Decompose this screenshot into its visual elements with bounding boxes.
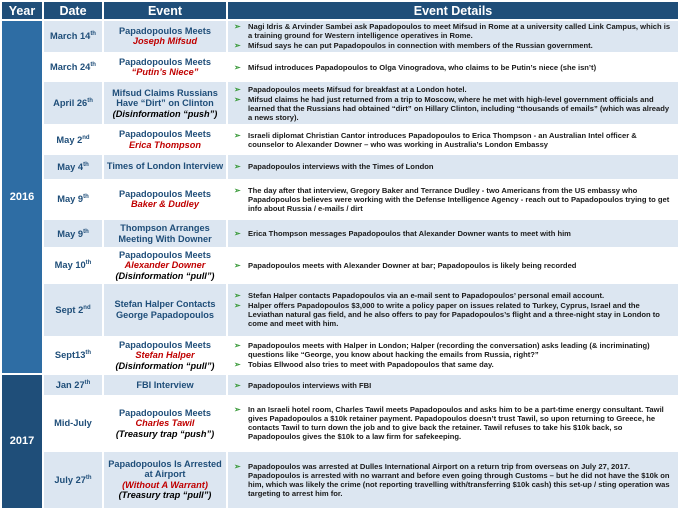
- details-cell: [228, 249, 678, 282]
- event-title: Papadopoulos Meets: [119, 25, 211, 36]
- date-cell: [44, 126, 102, 153]
- arrow-bullet-icon: ➢: [234, 94, 241, 104]
- date-suffix: th: [83, 161, 89, 168]
- detail-text: Papadopoulos meets with Halper in London; Halper (recording the conversation) asks leading (& incriminating) questions like “George, you know about hacking the emails from Russia, right?”: [248, 341, 650, 360]
- arrow-bullet-icon: ➢: [234, 341, 241, 351]
- date-day: May 9: [57, 228, 84, 239]
- detail-text: Papadopoulos interviews with FBI: [248, 380, 372, 390]
- date-day: May 2: [56, 134, 83, 145]
- event-person: (Without A Warrant): [122, 479, 208, 490]
- event-note: (Disinformation “pull”): [115, 360, 215, 371]
- date-day: May 10: [54, 260, 86, 271]
- details-cell: [228, 284, 678, 336]
- date-cell: [44, 284, 102, 336]
- event-title: Papadopoulos Meets: [119, 56, 211, 67]
- date-day: Mid-July: [54, 418, 92, 429]
- arrow-bullet-icon: ➢: [234, 229, 241, 239]
- detail-text: Papadopoulos meets with Alexander Downer at bar; Papadopoulos is likely being recorded: [248, 260, 577, 270]
- date-day: March 24: [50, 62, 91, 73]
- detail-text: Mifsud claims he had just returned from a trip to Moscow, where he met with high-level government officials and learned that the Russians had obtained “dirt” on Hillary Clinton, including “thousands of emails” (which was already a news story).: [248, 94, 670, 122]
- header-year: Year: [2, 2, 42, 19]
- header-date: Date: [44, 2, 102, 19]
- detail-text: Halper offers Papadopoulos $3,000 to write a policy paper on issues related to Turkey, Cyprus, Israel and the Leviathan natural gas field, and he also offers to pay for Papadopoulos’s flight and a three-night stay in London to come and meet with him.: [248, 301, 660, 329]
- details-cell: [228, 397, 678, 449]
- event-note: (Disinformation “push”): [112, 108, 218, 119]
- year-cell: 2017: [2, 375, 42, 508]
- timeline-row: [2, 397, 678, 449]
- event-title: Thompson Arranges Meeting With Downer: [118, 223, 212, 244]
- date-suffix: nd: [83, 304, 91, 311]
- detail-text: The day after that interview, Gregory Baker and Terrance Dudley - two Americans from the US embassy who Papadopoulos believes were working with the Defense Intelligence Agency - reach out to Papadopoulos trying to get info about Russia / e-mails / dirt: [248, 185, 670, 213]
- detail-bullet: [234, 381, 675, 390]
- timeline-body: [2, 21, 678, 508]
- timeline-row: [2, 452, 678, 508]
- event-note: (Treasury trap “push”): [115, 428, 215, 439]
- detail-bullet: [234, 41, 675, 50]
- detail-bullet: [234, 22, 675, 40]
- date-cell: [44, 181, 102, 219]
- arrow-bullet-icon: ➢: [234, 130, 241, 140]
- details-cell: [228, 126, 678, 153]
- detail-text: Papadopoulos was arrested at Dulles International Airport on a return trip from overseas on July 27, 2017. Papadopoulos is arrested with no warrant and before even going through Customs – but he did not have the $10k on him, which was likely the crime (not reporting travelling with/transferring $10k cash) this set-up / sting operation was targeting to arrest him for.: [248, 461, 670, 498]
- arrow-bullet-icon: ➢: [234, 22, 241, 32]
- detail-text: In an Israeli hotel room, Charles Tawil meets Papadopoulos and asks him to be a part-time energy consultant. Tawil gives Papadopoulos a $10k retainer payment. Papadopoulos doesn’t trust Tawil, so upon returning to Greece, he contacts Tawil to turn down the job and to give back the retainer. Tawil refuses to take his $10k back, so Papadopoulos gives the $10k to a law firm for safekeeping.: [248, 405, 664, 442]
- detail-bullet: [234, 95, 675, 122]
- date-cell: [44, 452, 102, 508]
- event-cell: [104, 181, 226, 219]
- event-title: Papadopoulos Meets: [119, 188, 211, 199]
- details-cell: [228, 452, 678, 508]
- event-note: (Disinformation “pull”): [115, 270, 215, 281]
- details-cell: [228, 181, 678, 219]
- event-cell: [104, 220, 226, 247]
- date-cell: [44, 397, 102, 449]
- detail-text: Papadopoulos interviews with the Times of London: [248, 162, 434, 172]
- timeline-row: [2, 155, 678, 179]
- arrow-bullet-icon: ➢: [234, 185, 241, 195]
- detail-bullet: [234, 341, 675, 359]
- detail-bullet: [234, 462, 675, 498]
- event-person: Alexander Downer: [124, 260, 206, 271]
- date-suffix: th: [85, 350, 92, 357]
- event-title: FBI Interview: [136, 379, 194, 390]
- details-cell: [228, 82, 678, 124]
- detail-bullet: [234, 229, 675, 238]
- event-title: Times of London Interview: [106, 161, 224, 172]
- event-cell: [104, 82, 226, 124]
- event-person: Charles Tawil: [135, 418, 195, 429]
- timeline-row: [2, 82, 678, 124]
- arrow-bullet-icon: ➢: [234, 84, 241, 94]
- detail-bullet: [234, 85, 675, 94]
- header-event: Event: [104, 2, 226, 19]
- detail-bullet: [234, 405, 675, 441]
- event-cell: [104, 452, 226, 508]
- event-cell: [104, 54, 226, 81]
- date-day: Sept 2: [55, 304, 84, 315]
- year-cell: 2016: [2, 21, 42, 373]
- header-row: [2, 2, 678, 19]
- arrow-bullet-icon: ➢: [234, 360, 241, 370]
- date-suffix: th: [83, 194, 89, 201]
- date-cell: [44, 249, 102, 282]
- timeline-row: [2, 249, 678, 282]
- timeline-row: [2, 375, 678, 395]
- arrow-bullet-icon: ➢: [234, 41, 241, 51]
- date-suffix: th: [84, 380, 91, 387]
- arrow-bullet-icon: ➢: [234, 62, 241, 72]
- event-title: Papadopoulos Meets: [119, 339, 211, 350]
- details-cell: [228, 155, 678, 179]
- event-cell: [104, 375, 226, 395]
- event-cell: [104, 284, 226, 336]
- event-cell: [104, 126, 226, 153]
- date-day: July 27: [54, 474, 86, 485]
- date-day: Jan 27: [55, 380, 85, 391]
- timeline-row: [2, 220, 678, 247]
- timeline-row: [2, 181, 678, 219]
- timeline-row: [2, 21, 678, 52]
- detail-bullet: [234, 301, 675, 328]
- arrow-bullet-icon: ➢: [234, 162, 241, 172]
- timeline-row: [2, 284, 678, 336]
- detail-text: Papadopoulos meets Mifsud for breakfast at a London hotel.: [248, 84, 467, 94]
- event-title: Papadopoulos Meets: [119, 129, 211, 140]
- detail-text: Israeli diplomat Christian Cantor introduces Papadopoulos to Erica Thompson - an Australian Intel officer & counselor to Alexander Downer – who was working in Australia’s London Embassy: [248, 130, 637, 149]
- date-day: March 14: [50, 31, 91, 42]
- detail-text: Mifsud introduces Papadopoulos to Olga Vinogradova, who claims to be Putin’s niece (she isn’t): [248, 62, 597, 72]
- detail-bullet: [234, 261, 675, 270]
- event-title: Papadopoulos Is Arrested at Airport: [108, 458, 222, 480]
- date-day: Sept13: [54, 350, 86, 361]
- detail-text: Stefan Halper contacts Papadopoulos via an e-mail sent to Papadopoulos’ personal email account.: [248, 291, 605, 301]
- detail-bullet: [234, 186, 675, 213]
- event-cell: [104, 155, 226, 179]
- event-note: (Treasury trap “pull”): [118, 490, 212, 501]
- date-day: May 4: [57, 161, 84, 172]
- event-cell: [104, 397, 226, 449]
- timeline-row: [2, 54, 678, 81]
- timeline-row: [2, 338, 678, 373]
- event-person: Erica Thompson: [129, 139, 201, 150]
- date-suffix: th: [87, 98, 93, 105]
- detail-bullet: [234, 162, 675, 171]
- event-cell: [104, 249, 226, 282]
- date-suffix: th: [85, 474, 92, 481]
- detail-text: Mifsud says he can put Papadopoulos in connection with members of the Russian government.: [248, 41, 593, 51]
- details-cell: [228, 338, 678, 373]
- date-day: May 9: [57, 194, 84, 205]
- event-cell: [104, 21, 226, 52]
- date-day: April 26: [53, 98, 88, 109]
- date-suffix: nd: [82, 134, 90, 141]
- event-person: Stefan Halper: [135, 350, 195, 361]
- date-cell: [44, 21, 102, 52]
- event-title: Stefan Halper Contacts George Papadopoulos: [114, 299, 216, 320]
- detail-text: Nagi Idris & Arvinder Sambei ask Papadopoulos to meet Mifsud in Rome at a university called Link Campus, which is a training ground for Western intelligence operatives in Rome.: [248, 22, 671, 41]
- event-title: Papadopoulos Meets: [119, 249, 211, 260]
- detail-text: Tobias Ellwood also tries to meet with Papadopoulos that same day.: [248, 360, 494, 370]
- date-cell: [44, 220, 102, 247]
- event-cell: [104, 338, 226, 373]
- date-cell: [44, 338, 102, 373]
- details-cell: [228, 21, 678, 52]
- arrow-bullet-icon: ➢: [234, 380, 241, 390]
- date-cell: [44, 54, 102, 81]
- event-title: Papadopoulos Meets: [119, 407, 211, 418]
- timeline-row: [2, 126, 678, 153]
- details-cell: [228, 220, 678, 247]
- date-suffix: th: [85, 260, 92, 267]
- date-suffix: th: [90, 62, 96, 69]
- detail-bullet: [234, 360, 675, 369]
- date-suffix: th: [90, 31, 96, 38]
- date-cell: [44, 375, 102, 395]
- details-cell: [228, 54, 678, 81]
- header-details: Event Details: [228, 2, 678, 19]
- event-person: Baker & Dudley: [131, 199, 199, 210]
- arrow-bullet-icon: ➢: [234, 260, 241, 270]
- event-title: Mifsud Claims Russians Have “Dirt” on Clinton: [112, 87, 218, 109]
- event-person: “Putin’s Niece”: [131, 67, 199, 78]
- detail-text: Erica Thompson messages Papadopoulos that Alexander Downer wants to meet with him: [248, 229, 571, 239]
- arrow-bullet-icon: ➢: [234, 301, 241, 311]
- detail-bullet: [234, 63, 675, 72]
- details-cell: [228, 375, 678, 395]
- date-suffix: th: [83, 228, 89, 235]
- arrow-bullet-icon: ➢: [234, 291, 241, 301]
- date-cell: [44, 82, 102, 124]
- event-person: Joseph Mifsud: [132, 36, 198, 47]
- detail-bullet: [234, 291, 675, 300]
- detail-bullet: [234, 131, 675, 149]
- date-cell: [44, 155, 102, 179]
- arrow-bullet-icon: ➢: [234, 405, 241, 415]
- arrow-bullet-icon: ➢: [234, 461, 241, 471]
